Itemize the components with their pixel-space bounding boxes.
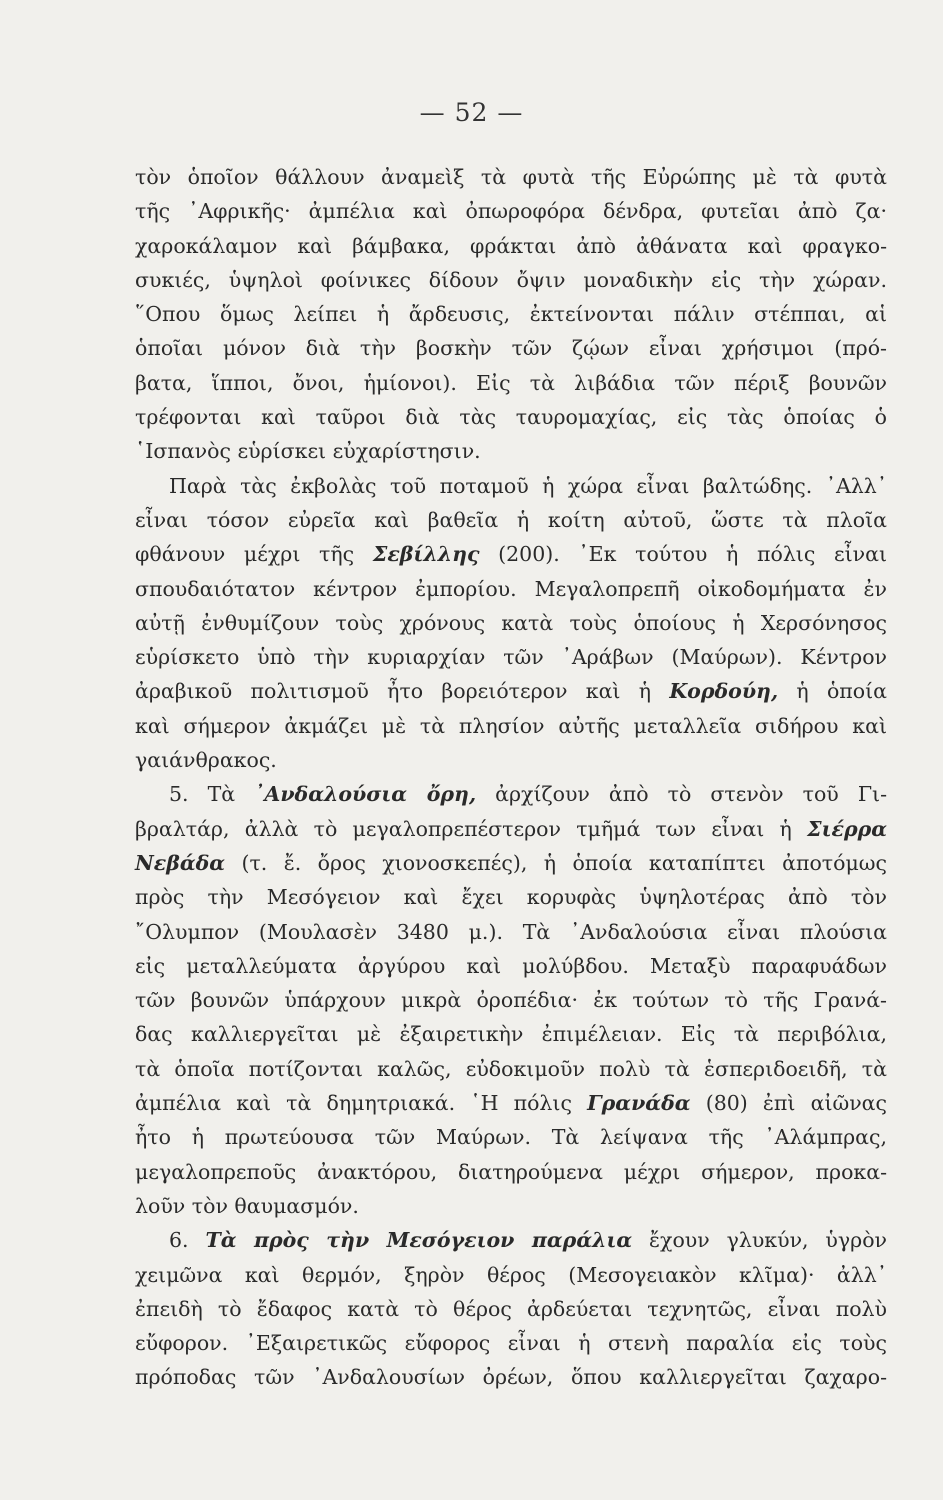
text-line [135,606,887,640]
text-line [135,503,887,537]
text-run: λοῦν τὸν θαυμασμόν. [135,1193,359,1218]
text-line [135,949,887,983]
text-run: εὑρίσκετο ὑπὸ τὴν κυριαρχίαν τῶν ᾿Αράβων (Μαύρων). Κέντρον [135,645,887,670]
text-run: ἀμπέλια καὶ τὰ δημητριακά. ῾Η πόλις [135,1091,588,1116]
emphasized-term: ᾿Ανδαλούσια ὄρη, [254,782,477,807]
emphasized-term: Κορδούη, [669,679,779,704]
text-line [135,229,887,263]
text-run: τῶν βουνῶν ὑπάρχουν μικρὰ ὀροπέδια· ἐκ τούτων τὸ τῆς Γρανά- [135,988,887,1013]
body-text [135,160,887,1395]
text-line [135,1052,887,1086]
text-line [135,434,887,468]
text-line [135,983,887,1017]
text-run: τρέφονται καὶ ταῦροι διὰ τὰς ταυρομαχίας, εἰς τὰς ὁποίας ὁ [135,405,887,430]
text-line [135,709,887,743]
text-line [135,366,887,400]
text-run: πρόποδας τῶν ᾿Ανδαλουσίων ὀρέων, ὅπου καλλιεργεῖται ζαχαρο- [135,1365,887,1390]
text-run: (80) ἐπὶ αἰῶνας [690,1091,887,1116]
text-line [135,1326,887,1360]
text-run: πρὸς τὴν Μεσόγειον καὶ ἔχει κορυφὰς ὑψηλοτέρας ἀπὸ τὸν [135,885,887,910]
text-run: εἶναι τόσον εὐρεῖα καὶ βαθεῖα ἡ κοίτη αὐτοῦ, ὥστε τὰ πλοῖα [135,507,887,532]
text-line [135,777,887,811]
text-run: συκιές, ὑψηλοὶ φοίνικες δίδουν ὄψιν μοναδικὴν εἰς τὴν χώραν. [135,267,887,292]
text-line [135,1223,887,1257]
text-run: τῆς ᾿Αφρικῆς· ἀμπέλια καὶ ὀπωροφόρα δένδρα, φυτεῖαι ἀπὸ ζα· [135,199,887,224]
text-run: ἦτο ἡ πρωτεύουσα τῶν Μαύρων. Τὰ λείψανα τῆς ᾿Αλάμπρας, [135,1125,887,1150]
page-number: — 52 — [419,98,524,127]
text-run: ὁποῖαι μόνον διὰ τὴν βοσκὴν τῶν ζῴων εἶναι χρήσιμοι (πρό- [135,336,887,361]
emphasized-term: Σιέρρα [807,816,887,841]
text-line [135,1155,887,1189]
text-line [135,537,887,571]
text-run: ἀρχίζουν ἀπὸ τὸ στενὸν τοῦ Γι- [476,782,888,807]
text-run: (200). ᾿Εκ τούτου ἡ πόλις εἶναι [479,542,887,567]
text-line [135,400,887,434]
text-line [135,1360,887,1394]
paragraph [135,777,887,1223]
text-line [135,915,887,949]
text-line [135,674,887,708]
paragraph [135,469,887,778]
text-run: 5. Τὰ [169,782,255,807]
text-run: φθάνουν μέχρι τῆς [135,542,373,567]
text-run: εὔφορον. ᾿Εξαιρετικῶς εὔφορος εἶναι ἡ στενὴ παραλία εἰς τοὺς [135,1331,887,1356]
text-run: βατα, ἵπποι, ὄνοι, ἡμίονοι). Εἰς τὰ λιβάδια τῶν πέριξ βουνῶν [135,370,887,395]
text-run: δας καλλιεργεῖται μὲ ἐξαιρετικὴν ἐπιμέλειαν. Εἰς τὰ περιβόλια, [135,1022,887,1047]
text-run: εἰς μεταλλεύματα ἀργύρου καὶ μολύβδου. Μεταξὺ παραφυάδων [135,953,887,978]
paragraph [135,1223,887,1394]
text-run: ἐπειδὴ τὸ ἔδαφος κατὰ τὸ θέρος ἀρδεύεται τεχνητῶς, εἶναι πολὺ [135,1296,887,1321]
text-line [135,1258,887,1292]
text-line [135,469,887,503]
text-line [135,1292,887,1326]
text-line [135,572,887,606]
text-line [135,743,887,777]
text-run: τὰ ὁποῖα ποτίζονται καλῶς, εὐδοκιμοῦν πολὺ τὰ ἑσπεριδοειδῆ, τὰ [135,1056,887,1081]
text-line [135,263,887,297]
text-run: μεγαλοπρεποῦς ἀνακτόρου, διατηρούμενα μέχρι σήμερον, προκα- [135,1159,887,1184]
text-line [135,846,887,880]
text-run: ἡ ὁποία [778,679,887,704]
text-run: καὶ σήμερον ἀκμάζει μὲ τὰ πλησίον αὐτῆς μεταλλεῖα σιδήρου καὶ [135,713,887,738]
text-run: αὐτῇ ἐνθυμίζουν τοὺς χρόνους κατὰ τοὺς ὁποίους ἡ Χερσόνησος [135,610,887,635]
text-run: ῎Ολυμπον (Μουλασὲν 3480 μ.). Τὰ ᾿Ανδαλούσια εἶναι πλούσια [135,919,887,944]
text-line [135,880,887,914]
text-line [135,160,887,194]
emphasized-term: Τὰ πρὸς τὴν Μεσόγειον παράλια [205,1228,633,1253]
text-run: χειμῶνα καὶ θερμόν, ξηρὸν θέρος (Μεσογειακὸν κλῖμα)· ἀλλ᾿ [135,1262,887,1287]
text-line [135,1189,887,1223]
text-run: Παρὰ τὰς ἐκβολὰς τοῦ ποταμοῦ ἡ χώρα εἶναι βαλτώδης. ᾿Αλλ᾿ [169,473,887,498]
text-run: 6. [169,1228,206,1253]
text-run: ῞Οπου ὅμως λείπει ἡ ἄρδευσις, ἐκτείνονται πάλιν στέππαι, αἱ [135,302,887,327]
text-line [135,331,887,365]
text-run: (τ. ἔ. ὄρος χιονοσκεπές), ἡ ὁποία καταπίπτει ἀποτόμως [225,850,887,875]
emphasized-term: Νεβάδα [135,850,226,875]
text-run: ἀραβικοῦ πολιτισμοῦ ἦτο βορειότερον καὶ ἡ [135,679,670,704]
text-run: χαροκάλαμον καὶ βάμβακα, φράκται ἀπὸ ἀθάνατα καὶ φραγκο- [135,233,887,258]
text-line [135,194,887,228]
text-run: γαιάνθρακος. [135,748,277,773]
text-run: σπουδαιότατον κέντρον ἐμπορίου. Μεγαλοπρεπῆ οἰκοδομήματα ἐν [135,576,887,601]
text-run: ῾Ισπανὸς εὑρίσκει εὐχαρίστησιν. [135,439,481,464]
text-line [135,1086,887,1120]
emphasized-term: Γρανάδα [587,1091,691,1116]
text-line [135,1120,887,1154]
text-line [135,1017,887,1051]
text-run: ἔχουν γλυκύν, ὑγρὸν [632,1228,888,1253]
text-line [135,640,887,674]
paragraph [135,160,887,469]
text-run: βραλτάρ, ἀλλὰ τὸ μεγαλοπρεπέστερον τμῆμά των εἶναι ἡ [135,816,808,841]
text-line [135,297,887,331]
emphasized-term: Σεβίλλης [372,542,480,567]
text-run: τὸν ὁποῖον θάλλουν ἀναμεὶξ τὰ φυτὰ τῆς Εὐρώπης μὲ τὰ φυτὰ [135,165,887,189]
text-line [135,812,887,846]
